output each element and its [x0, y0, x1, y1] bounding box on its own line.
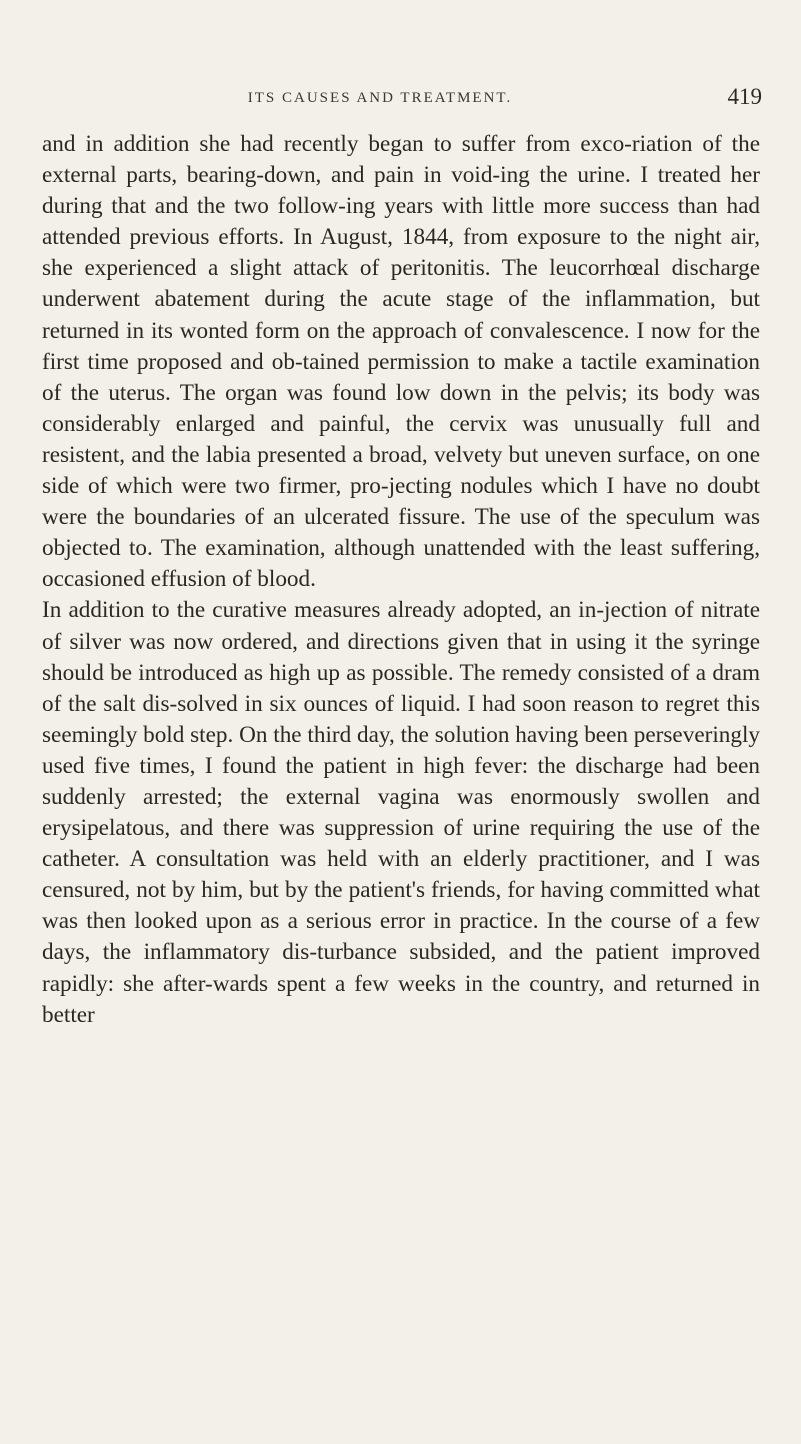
page-number: 419	[727, 84, 762, 109]
running-title: ITS CAUSES AND TREATMENT.	[247, 90, 513, 106]
body-text	[42, 129, 760, 1031]
paragraph-2: In addition to the curative measures already adopted, an in-jection of nitrate of silver was now ordered, and directions given that in using it the syringe should be introduced as high up as possible. The remedy consisted of a dram of the salt dis-solved in six ounces of liquid. I had soon reason to regret this seemingly bold step. On the third day, the solution having been perseveringly used five times, I found the patient in high fever: the discharge had been suddenly arrested; the external vagina was enormously swollen and erysipelatous, and there was suppression of urine requiring the use of the catheter. A consultation was held with an elderly practitioner, and I was censured, not by him, but by the patient's friends, for having committed what was then looked upon as a serious error in practice. In the course of a few days, the inflammatory dis-turbance subsided, and the patient improved rapidly: she after-wards spent a few weeks in the country, and returned in better	[42, 597, 760, 1028]
paragraph-1: and in addition she had recently began to suffer from exco-riation of the external parts, bearing-down, and pain in void-ing the urine. I treated her during that and the two follow-ing years with little more success than had attended previous efforts. In August, 1844, from exposure to the night air, she experienced a slight attack of peritonitis. The leucorrhœal discharge underwent abatement during the acute stage of the inflammation, but returned in its wonted form on the approach of convalescence. I now for the first time proposed and ob-tained permission to make a tactile examination of the uterus. The organ was found low down in the pelvis; its body was considerably enlarged and painful, the cervix was unusually full and resistent, and the labia presented a broad, velvety but uneven surface, on one side of which were two firmer, pro-jecting nodules which I have no doubt were the boundaries of an ulcerated fissure. The use of the speculum was objected to. The examination, although unattended with the least suffering, occasioned effusion of blood.	[42, 131, 760, 593]
running-header	[40, 84, 762, 110]
